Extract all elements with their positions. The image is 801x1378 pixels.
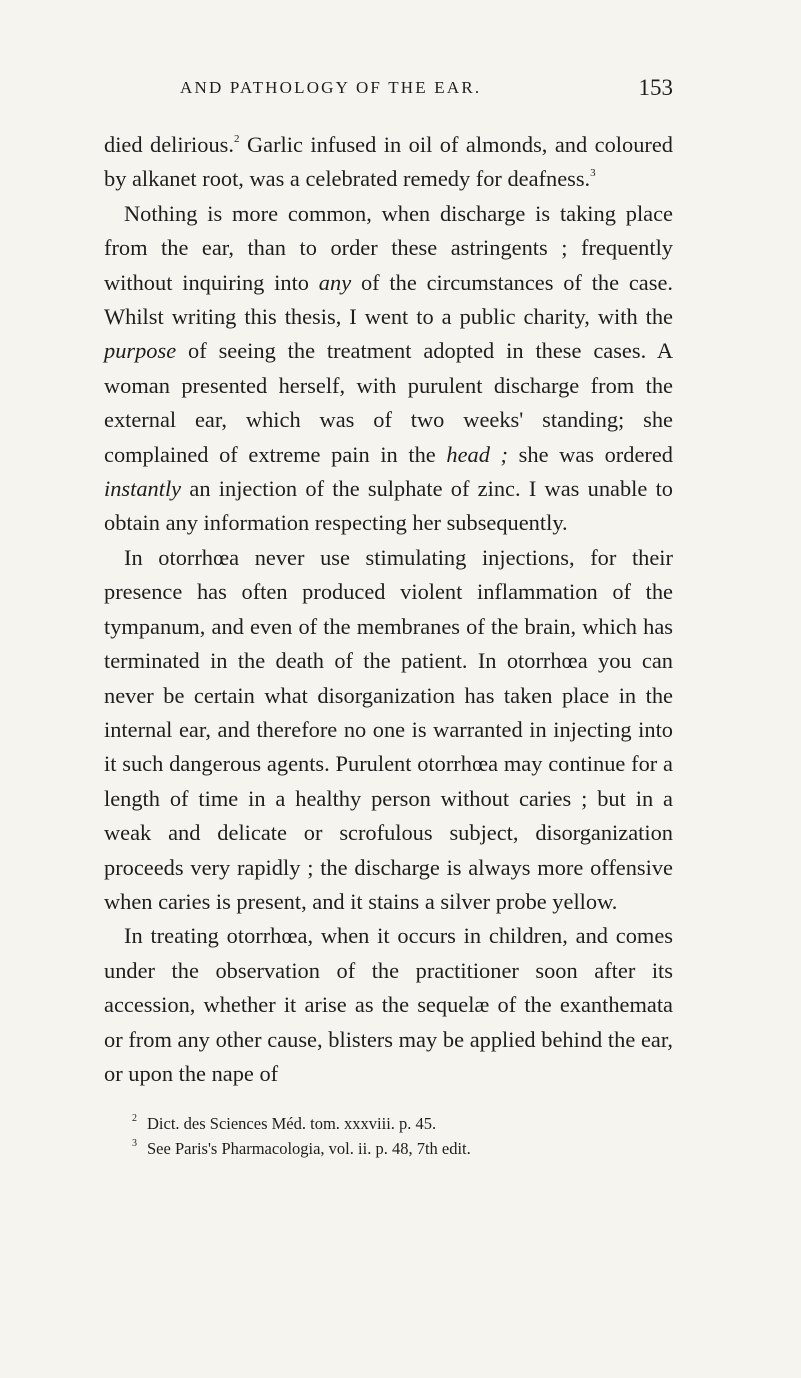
emphasis-purpose: purpose xyxy=(104,338,177,364)
running-title: AND PATHOLOGY OF THE EAR. xyxy=(180,78,482,97)
footnote-ref-2: 2 xyxy=(233,132,240,145)
footnote-mark: 2 xyxy=(132,1112,137,1124)
page-number: 153 xyxy=(638,75,673,100)
paragraph-4: In treating otorrhœa, when it occurs in children, and comes under the observation of the practitioner soon after its accession, whether it arise as the sequelæ of the exanthemata or from any other cause, blisters may be applied behind the ear, or upon the nape of xyxy=(104,923,673,1086)
running-head xyxy=(104,75,673,110)
emphasis-head: head ; xyxy=(446,441,509,467)
paragraph-1: died delirious.$^2$ Garlic infused in oil of almonds, and coloured by alkanet root, was a celebrated remedy for deafness.$^3$ xyxy=(104,132,673,192)
footnote-text: See Paris's Pharmacologia, vol. ii. p. 48, 7th edit. xyxy=(147,1139,471,1159)
footnotes xyxy=(104,1111,673,1161)
emphasis-instantly: instantly xyxy=(104,476,182,502)
paragraph-2: Nothing is more common, when discharge is taking place from the ear, than to order these astringents ; frequently without inquiring into any of the circumstances of the case. Whilst writing this thesis, I went to a public charity, with the purpose of seeing the treatment adopted in these cases. A woman presented herself, with purulent discharge from the external ear, which was of two weeks' standing; she complained of extreme pain in the head ; she was ordered instantly an injection of the sulphate of zinc. I was unable to obtain any information respecting her subsequently. xyxy=(104,200,673,536)
paragraph-3: In otorrhœa never use stimulating injections, for their presence has often produced violent inflammation of the tympanum, and even of the membranes of the brain, which has terminated in the death of the patient. In otorrhœa you can never be certain what disorganization has taken place in the internal ear, and therefore no one is warranted in injecting into it such dangerous agents. Purulent otorrhœa may continue for a length of time in a healthy person without caries ; but in a weak and delicate or scrofulous subject, disorganization proceeds very rapidly ; the discharge is always more offensive when caries is present, and it stains a silver probe yellow. xyxy=(104,544,673,914)
emphasis-any: any xyxy=(318,269,352,295)
footnote-2 xyxy=(132,1111,673,1136)
footnote-mark: 3 xyxy=(132,1137,137,1149)
body-text xyxy=(104,128,673,1091)
footnote-ref-3: 3 xyxy=(590,166,596,179)
footnote-text: Dict. des Sciences Méd. tom. xxxviii. p. 45. xyxy=(147,1114,437,1134)
footnote-3 xyxy=(132,1136,673,1161)
